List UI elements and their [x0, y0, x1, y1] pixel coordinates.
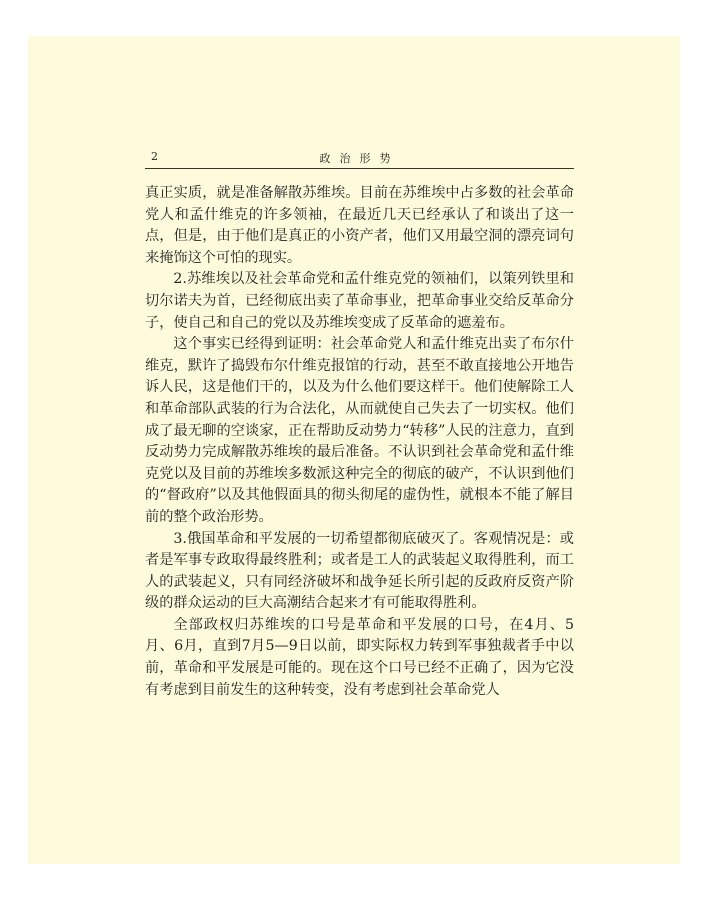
- paragraph: 3.俄国革命和平发展的一切希望都彻底破灭了。客观情况是：或者是军事专政取得最终胜利；或者是工人的武装起义取得胜利，而工人的武装起义，只有同经济破坏和战争延长所引起的反政府反资产阶级的群众运动的巨大高潮结合起来才有可能取得胜利。: [145, 530, 574, 612]
- paragraph: 这个事实已经得到证明：社会革命党人和孟什维克出卖了布尔什维克，默许了捣毁布尔什维克报馆的行动，甚至不敢直接地公开地告诉人民，这是他们干的，以及为什么他们要这样干。他们使解除工人和革命部队武装的行为合法化，从而就使自己失去了一切实权。他们成了最无聊的空谈家，正在帮助反动势力“转移”人民的注意力，直到反动势力完成解散苏维埃的最后准备。不认识到社会革命党和孟什维克党以及目前的苏维埃多数派这种完全的彻底的破产，不认识到他们的“督政府”以及其他假面具的彻头彻尾的虚伪性，就根本不能了解目前的整个政治形势。: [145, 336, 574, 525]
- page-header: [145, 148, 574, 169]
- body-text: [145, 183, 574, 701]
- running-title: 政治形势: [319, 152, 400, 165]
- paragraph: 2.苏维埃以及社会革命党和孟什维克党的领袖们，以策列铁里和切尔诺夫为首，已经彻底出卖了革命事业，把革命事业交给反革命分子，使自己和自己的党以及苏维埃变成了反革命的遮羞布。: [145, 271, 574, 331]
- paragraph: 全部政权归苏维埃的口号是革命和平发展的口号，在4月、5月、6月，直到7月5—9日以前，即实际权力转到军事独裁者手中以前，革命和平发展是可能的。现在这个口号已经不正确了，因为它没有考虑到目前发生的这种转变，没有考虑到社会革命党人: [145, 616, 574, 698]
- paragraph: 真正实质，就是准备解散苏维埃。目前在苏维埃中占多数的社会革命党人和孟什维克的许多领袖，在最近几天已经承认了和谈出了这一点，但是，由于他们是真正的小资产者，他们又用最空洞的漂亮词句来掩饰这个可怕的现实。: [145, 185, 574, 266]
- page-number: 2: [151, 150, 158, 163]
